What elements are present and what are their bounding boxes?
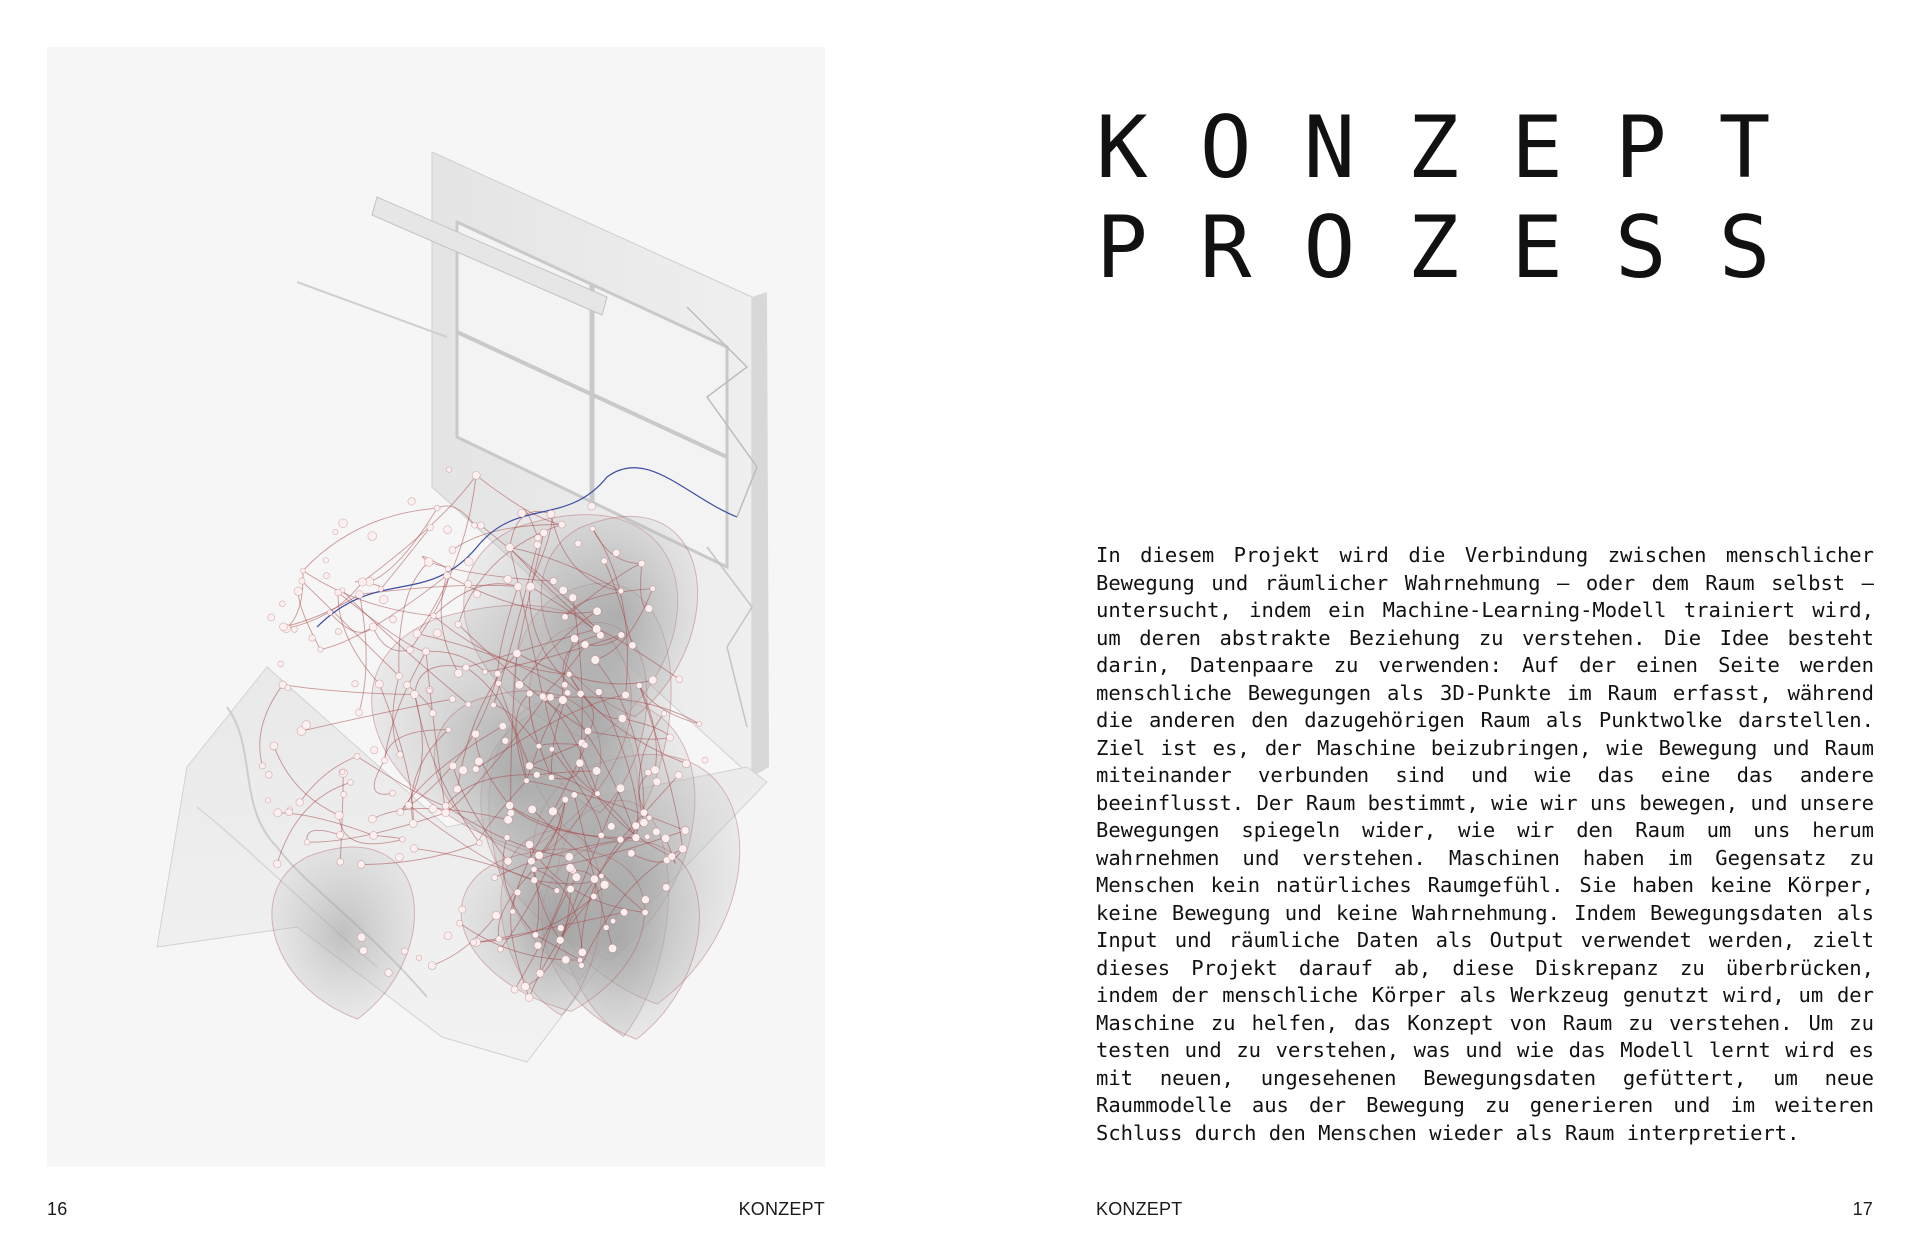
motion-point — [511, 986, 518, 993]
motion-point — [598, 832, 604, 838]
motion-point — [433, 629, 441, 637]
motion-point — [446, 467, 451, 472]
motion-point — [622, 691, 630, 699]
motion-point — [273, 860, 281, 868]
motion-point — [616, 784, 624, 792]
motion-point — [368, 532, 377, 541]
motion-point — [564, 690, 570, 696]
motion-point — [465, 701, 471, 707]
motion-point — [617, 836, 624, 843]
motion-point — [562, 682, 568, 688]
motion-point — [304, 839, 310, 845]
motion-point — [380, 595, 389, 604]
motion-point — [335, 811, 343, 819]
motion-point — [528, 857, 536, 865]
motion-point — [504, 816, 512, 824]
motion-point — [570, 635, 578, 643]
motion-point — [662, 884, 669, 891]
motion-point — [434, 505, 440, 511]
network-link — [369, 508, 437, 582]
motion-point — [370, 832, 378, 840]
motion-point — [600, 880, 609, 889]
motion-point — [566, 671, 572, 677]
motion-point — [472, 766, 479, 773]
motion-point — [370, 746, 377, 753]
motion-point — [525, 994, 533, 1002]
motion-point — [504, 857, 512, 865]
motion-point — [443, 572, 450, 579]
motion-point — [675, 771, 683, 779]
motion-point — [575, 540, 582, 547]
motion-point — [428, 962, 436, 970]
motion-point — [463, 664, 470, 671]
motion-point — [572, 873, 581, 882]
motion-point — [697, 721, 702, 726]
motion-point — [492, 875, 498, 881]
motion-point — [524, 778, 529, 783]
motion-point — [514, 889, 521, 896]
motion-point — [525, 762, 533, 770]
motion-point — [526, 690, 533, 697]
motion-point — [302, 721, 311, 730]
motion-point — [562, 614, 568, 620]
motion-point — [535, 535, 542, 542]
motion-point — [397, 751, 404, 758]
motion-point — [649, 676, 657, 684]
motion-point — [650, 586, 656, 592]
motion-point — [679, 845, 687, 853]
motion-point — [645, 769, 652, 776]
motion-point — [335, 628, 341, 634]
motion-point — [472, 471, 480, 479]
motion-point — [579, 962, 585, 968]
motion-point — [407, 647, 414, 654]
motion-point — [644, 834, 650, 840]
motion-point — [601, 558, 607, 564]
motion-point — [504, 575, 512, 583]
motion-point — [335, 589, 342, 596]
running-title-right: KONZEPT — [1096, 1199, 1183, 1219]
motion-point — [676, 676, 683, 683]
motion-point — [369, 815, 377, 823]
motion-point — [548, 774, 554, 780]
motion-point — [531, 866, 537, 872]
motion-point — [502, 737, 509, 744]
motion-point — [613, 549, 620, 556]
motion-point — [357, 933, 365, 941]
motion-point — [618, 588, 624, 594]
motion-point — [498, 946, 504, 952]
motion-point — [549, 807, 558, 816]
motion-point — [296, 799, 304, 807]
motion-point — [348, 780, 354, 786]
motion-point — [571, 792, 577, 798]
motion-point — [389, 616, 396, 623]
motion-point — [591, 893, 597, 899]
motion-point — [270, 742, 278, 750]
motion-point — [459, 766, 468, 775]
motion-point — [477, 522, 484, 529]
motion-point — [341, 791, 347, 797]
motion-point — [584, 727, 591, 734]
motion-point — [549, 746, 554, 751]
motion-point — [645, 605, 653, 613]
motion-point — [668, 853, 676, 861]
motion-point — [506, 543, 514, 551]
motion-point — [547, 694, 554, 701]
motion-point — [494, 671, 500, 677]
motion-point — [557, 925, 564, 932]
motion-point — [442, 809, 450, 817]
motion-point — [360, 947, 368, 955]
motion-point — [464, 558, 473, 567]
motion-point — [562, 796, 569, 803]
motion-point — [476, 840, 482, 846]
motion-point — [661, 711, 667, 717]
motion-point — [566, 864, 575, 873]
motion-point — [400, 837, 406, 843]
motion-point — [550, 577, 557, 584]
running-title-left: KONZEPT — [738, 1199, 825, 1219]
motion-point — [608, 823, 616, 831]
motion-point — [443, 526, 451, 534]
motion-point — [409, 820, 417, 828]
motion-point — [651, 766, 659, 774]
motion-point — [323, 573, 329, 579]
motion-point — [638, 560, 645, 567]
motion-point — [647, 815, 652, 820]
motion-point — [640, 809, 647, 816]
motion-point — [449, 762, 457, 770]
motion-point — [274, 809, 282, 817]
motion-point — [531, 877, 538, 884]
motion-point — [582, 742, 588, 748]
motion-point — [562, 956, 570, 964]
motion-point — [472, 522, 478, 528]
motion-point — [327, 610, 332, 615]
motion-point — [682, 760, 690, 768]
motion-point — [396, 673, 403, 680]
motion-point — [642, 896, 650, 904]
motion-point — [593, 607, 601, 615]
motion-point — [506, 801, 514, 809]
motion-point — [593, 625, 601, 633]
motion-point — [470, 939, 477, 946]
motion-point — [527, 582, 535, 590]
motion-point — [569, 594, 577, 602]
scan-illustration — [47, 47, 825, 1167]
motion-point — [534, 942, 542, 950]
motion-point — [378, 586, 383, 591]
motion-point — [444, 932, 452, 940]
motion-point — [442, 802, 449, 809]
motion-point — [355, 709, 362, 716]
motion-point — [265, 798, 270, 803]
motion-point — [278, 661, 284, 667]
motion-point — [389, 790, 395, 796]
motion-point — [385, 969, 393, 977]
motion-point — [666, 734, 673, 741]
motion-point — [411, 690, 419, 698]
motion-point — [410, 845, 418, 853]
motion-point — [618, 632, 625, 639]
motion-point — [554, 888, 560, 894]
motion-point — [504, 834, 510, 840]
motion-point — [280, 601, 286, 607]
motion-point — [465, 580, 472, 587]
motion-point — [590, 875, 598, 883]
motion-point — [416, 955, 421, 960]
motion-point — [558, 696, 567, 705]
page-number-right: 17 — [1852, 1199, 1873, 1219]
motion-point — [628, 850, 635, 857]
motion-point — [482, 669, 487, 674]
motion-point — [532, 932, 538, 938]
motion-point — [610, 918, 615, 923]
motion-point — [539, 693, 546, 700]
motion-point — [653, 778, 661, 786]
motion-point — [534, 541, 541, 548]
motion-point — [340, 769, 345, 774]
motion-point — [556, 936, 564, 944]
motion-point — [558, 521, 565, 528]
motion-point — [496, 680, 502, 686]
motion-point — [333, 529, 338, 534]
motion-point — [608, 944, 616, 952]
motion-point — [472, 730, 480, 738]
motion-point — [588, 502, 596, 510]
motion-point — [576, 759, 584, 767]
motion-point — [339, 519, 348, 528]
heading-line-2: PROZESS — [1096, 197, 1823, 298]
motion-point — [642, 909, 648, 915]
motion-point — [592, 767, 600, 775]
motion-point — [459, 906, 466, 913]
motion-point — [577, 957, 582, 962]
motion-point — [491, 702, 497, 708]
motion-point — [636, 682, 642, 688]
page-heading — [1096, 98, 1886, 298]
motion-point — [336, 831, 343, 838]
network-link — [298, 591, 320, 649]
motion-point — [525, 840, 533, 848]
motion-point — [632, 834, 640, 842]
motion-point — [492, 911, 501, 920]
motion-point — [559, 586, 567, 594]
motion-point — [375, 680, 383, 688]
motion-point — [449, 546, 456, 553]
motion-point — [457, 920, 463, 926]
motion-point — [640, 818, 648, 826]
motion-point — [323, 558, 328, 563]
motion-point — [431, 613, 437, 619]
motion-point — [446, 727, 451, 732]
motion-point — [395, 853, 403, 861]
motion-point — [397, 809, 404, 816]
motion-point — [577, 690, 584, 697]
motion-point — [259, 763, 265, 769]
motion-point — [424, 558, 433, 567]
motion-point — [401, 948, 408, 955]
motion-point — [265, 771, 272, 778]
body-paragraph: In diesem Projekt wird die Verbindung zwischen menschlicher Bewegung und räumlicher Wahrnehmung – oder dem Raum selbst – untersucht, indem ein Machine-Learning-Modell trainiert wird, um deren abstrakte Beziehung zu verstehen. Die Idee besteht darin, Datenpaare zu verwenden: Auf der einen Seite werden menschliche Bewegungen als 3D-Punkte im Raum erfasst, während die anderen den dazugehörigen Raum als Punktwolke darstellen. Ziel ist es, der Maschine beizubringen, wie Bewegung und Raum miteinander verbunden sind und wie das eine das andere beeinflusst. Der Raum bestimmt, wie wir uns bewegen, und unsere Bewegungen spiegeln wider, wie wir den Raum um uns herum wahrnehmen und verstehen. Maschinen haben im Gegensatz zu Menschen kein natürliches Raumgefühl. Sie haben keine Körper, keine Bewegung und keine Wahrnehmung. Indem Bewegungsdaten als Input und räumliche Daten als Output verwendet werden, zielt dieses Projekt darauf ab, diese Diskrepanz zu überbrücken, indem der menschliche Körper als Werkzeug genutzt wird, um der Maschine zu helfen, das Konzept von Raum zu verstehen. Um zu testen und zu verstehen, was und wie das Modell lernt wird es mit neuen, ungesehenen Bewegungsdaten gefüttert, um neue Raummodelle aus der Bewegung zu generieren und im weiteren Schluss durch den Menschen wieder als Raum interpretiert. — [1096, 543, 1874, 1145]
motion-point — [629, 642, 636, 649]
motion-point — [404, 681, 411, 688]
motion-point — [535, 851, 543, 859]
motion-point — [475, 757, 483, 765]
motion-point — [603, 925, 609, 931]
motion-point — [300, 568, 305, 573]
motion-point — [280, 623, 288, 631]
motion-point — [514, 583, 522, 591]
motion-point — [528, 805, 536, 813]
motion-point — [454, 669, 462, 677]
motion-point — [413, 630, 421, 638]
motion-point — [632, 822, 640, 830]
motion-point — [455, 621, 462, 628]
motion-point — [599, 873, 604, 878]
motion-point — [510, 909, 516, 915]
motion-point — [429, 710, 436, 717]
motion-point — [408, 498, 415, 505]
motion-point — [702, 757, 708, 763]
motion-point — [291, 626, 297, 632]
motion-point — [595, 689, 602, 696]
motion-point — [285, 685, 291, 691]
motion-point — [337, 858, 344, 865]
motion-point — [521, 982, 529, 990]
motion-point — [536, 970, 544, 978]
motion-point — [309, 635, 316, 642]
motion-point — [427, 524, 434, 531]
heading-line-1: KONZEPT — [1096, 97, 1823, 198]
point-cloud-figure — [47, 47, 825, 1167]
motion-point — [578, 948, 586, 956]
motion-point — [358, 578, 366, 586]
motion-point — [533, 771, 540, 778]
motion-point — [422, 648, 429, 655]
motion-point — [445, 566, 451, 572]
motion-point — [294, 587, 303, 596]
motion-point — [591, 656, 600, 665]
network-link — [381, 527, 430, 589]
motion-point — [268, 614, 275, 621]
motion-point — [286, 809, 293, 816]
motion-point — [513, 649, 521, 657]
motion-point — [427, 688, 432, 693]
motion-point — [356, 591, 364, 599]
motion-point — [595, 791, 601, 797]
motion-point — [661, 834, 669, 842]
motion-point — [473, 590, 480, 597]
motion-point — [653, 828, 661, 836]
motion-point — [540, 529, 548, 537]
motion-point — [352, 681, 358, 687]
motion-point — [369, 623, 377, 631]
motion-point — [590, 526, 595, 531]
motion-point — [381, 757, 387, 763]
page-number-left: 16 — [47, 1199, 68, 1219]
motion-point — [518, 509, 526, 517]
motion-point — [449, 696, 456, 703]
motion-point — [515, 681, 523, 689]
motion-point — [357, 861, 365, 869]
motion-point — [536, 743, 541, 748]
motion-point — [318, 647, 323, 652]
motion-point — [354, 753, 360, 759]
motion-point — [681, 827, 689, 835]
motion-point — [620, 909, 627, 916]
motion-point — [299, 578, 305, 584]
motion-point — [567, 885, 575, 893]
motion-point — [499, 722, 506, 729]
motion-point — [618, 714, 626, 722]
motion-point — [547, 510, 555, 518]
motion-point — [565, 853, 573, 861]
motion-point — [453, 785, 461, 793]
motion-point — [581, 641, 589, 649]
motion-point — [429, 805, 437, 813]
motion-point — [496, 936, 502, 942]
motion-point — [405, 801, 412, 808]
